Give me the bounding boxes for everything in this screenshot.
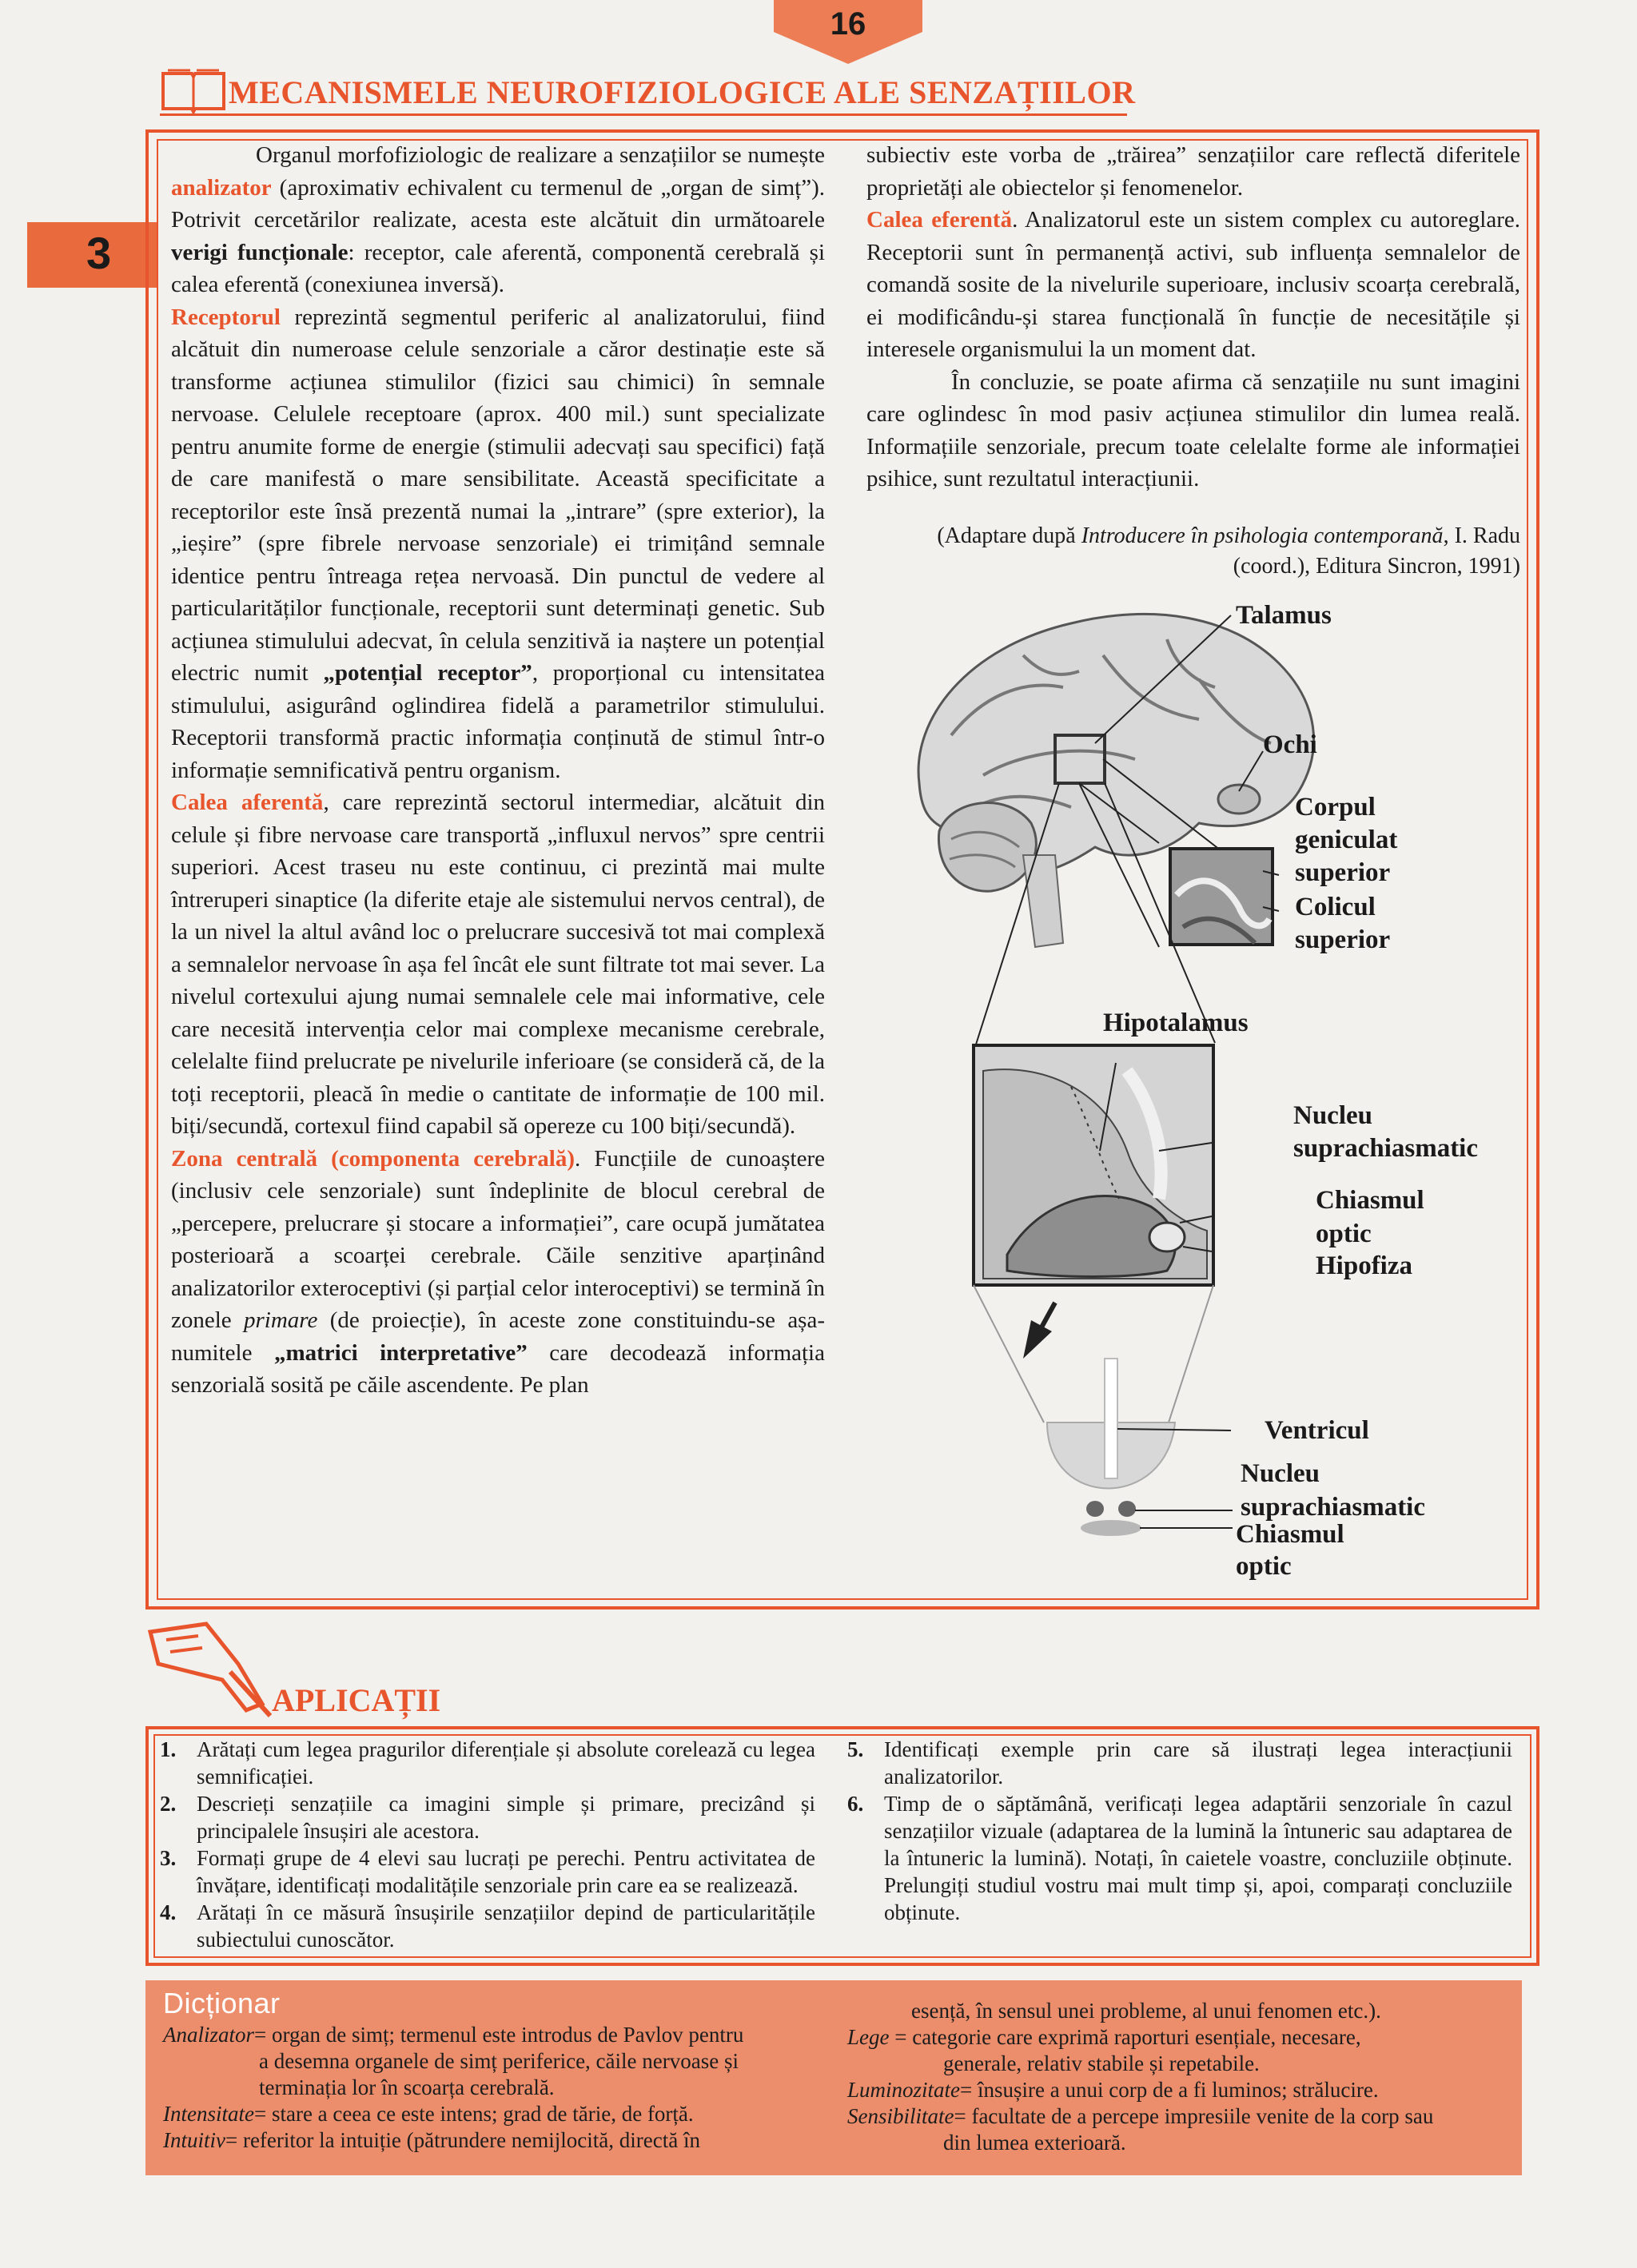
citation-book-title: Introducere în psihologia contemporană xyxy=(1081,523,1444,548)
text-span: . Analizatorul este un sistem complex cu autoreglare. Receptorii sunt în permanență activi, sub influența semnalelor de comandă sosite de la nivelurile superioare, inclusiv scoarța cerebrală, ei modificându-și starea funcțională în funcție de necesitățile și interesele organismului la un moment dat. xyxy=(866,207,1520,362)
dictionary-entry xyxy=(847,2103,1511,2156)
dictionary-title: Dicționar xyxy=(163,1987,281,2019)
dictionary-definition: = categorie care exprimă raporturi esențiale, necesare, xyxy=(889,2025,1361,2049)
list-item xyxy=(847,1736,1512,1790)
label-chiasmul-1: Chiasmul xyxy=(1316,1186,1424,1215)
text-span: : receptor, cale aferentă, componentă cerebrală și calea eferentă (conexiunea inversă). xyxy=(171,239,825,297)
brain-figure xyxy=(863,591,1551,1582)
label-geniculat: geniculat xyxy=(1295,826,1398,854)
bold-potential-receptor: „potențial receptor” xyxy=(323,660,532,686)
brain-illustration xyxy=(863,591,1551,1582)
dictionary-term: Luminozitate xyxy=(847,2078,961,2102)
text-span: care decodează informația senzorială sosită pe căile ascendente. Pe plan xyxy=(171,1339,825,1398)
keyword-analizator: analizator xyxy=(171,174,272,201)
aplicatii-list-left xyxy=(160,1736,815,1953)
dictionary-continuation: esență, în sensul unei probleme, al unui fenomen etc.). xyxy=(911,1999,1381,2023)
paragraph-receptor xyxy=(171,301,825,787)
item-text: Timp de o săptămână, verificați legea adaptării senzoriale în cazul senzațiilor vizuale (adaptarea de la lumină la întuneric sau adaptarea de la întuneric la lumină). Notați, în caietele voastre, concluziile obținute. Prelungiți studiul vostru mai mult timp și, apoi, comparați concluziile obținute. xyxy=(884,1792,1512,1924)
label-hipofiza: Hipofiza xyxy=(1316,1251,1412,1280)
item-number: 3. xyxy=(160,1846,177,1870)
dictionary-term: Sensibilitate xyxy=(847,2104,954,2128)
dictionary-term: Analizator xyxy=(163,2023,255,2047)
label-hipotalamus: Hipotalamus xyxy=(1103,1009,1249,1037)
dictionary-definition: = organ de simț; termenul este introdus de Pavlov pentru xyxy=(254,2023,744,2047)
dictionary-term: Lege xyxy=(847,2025,890,2049)
keyword-receptorul: Receptorul xyxy=(171,304,281,330)
label-colicul: Colicul xyxy=(1295,893,1376,921)
paragraph-calea-aferenta xyxy=(171,786,825,1143)
writing-hand-icon xyxy=(142,1616,278,1720)
label-corpul: Corpul xyxy=(1295,793,1376,822)
dictionary-right xyxy=(847,1998,1511,2156)
paragraph-continuation: subiectiv este vorba de „trăirea” senzațiilor care reflectă diferitele proprietăți ale obiectelor și fenomenelor. xyxy=(866,142,1520,201)
item-text: Identificați exemple prin care să ilustrați legea interacțiunii analizatorilor. xyxy=(884,1737,1512,1789)
book-icon xyxy=(160,67,227,113)
label-talamus: Talamus xyxy=(1236,601,1332,630)
text-span: Organul morfofiziologic de realizare a senzațiilor se numește xyxy=(256,142,825,168)
label-chiasmul-2: Chiasmul xyxy=(1236,1520,1344,1549)
text-span: , I. Radu (coord.), Editura Sincron, 1991) xyxy=(1233,523,1520,579)
aplicatii-list-right xyxy=(847,1736,1512,1926)
list-item xyxy=(160,1736,815,1790)
text-span: . Funcțiile de cunoaștere (inclusiv cele senzoriale) sunt îndeplinite de blocul cerebral de „percepere, prelucrare și stocare a informației”, care ocupă jumătatea posterioară a scoarței cerebrale. Căile senzitive aparținând analizatorilor exteroceptivi (și parțial celor interoceptivi) se termină în zonele xyxy=(171,1145,825,1333)
label-nucleu-1: Nucleu xyxy=(1293,1101,1372,1130)
dictionary-definition: = facultate de a percepe impresiile venite de la corp sau xyxy=(954,2104,1434,2128)
label-ventricul: Ventricul xyxy=(1265,1416,1369,1445)
item-number: 6. xyxy=(847,1792,864,1816)
label-nucleu-2: Nucleu xyxy=(1241,1459,1320,1488)
chapter-number: 3 xyxy=(86,228,112,278)
left-column xyxy=(171,139,825,1402)
dictionary-definition: = însușire a unui corp de a fi luminos; strălucire. xyxy=(960,2078,1379,2102)
keyword-calea-eferenta: Calea eferentă xyxy=(866,207,1013,233)
right-column xyxy=(866,139,1520,495)
paragraph-intro xyxy=(171,139,825,301)
dictionary-entry xyxy=(847,2077,1511,2103)
dictionary-entry xyxy=(163,2127,818,2154)
keyword-calea-aferenta: Calea aferentă xyxy=(171,790,324,815)
dictionary-definition-cont: a desemna organele de simț periferice, căile nervoase și terminația lor în scoarța cerebrală. xyxy=(259,2049,739,2099)
label-optic-2: optic xyxy=(1236,1552,1292,1581)
aplicatii-title: APLICAȚII xyxy=(272,1682,441,1718)
label-superior-2: superior xyxy=(1295,925,1391,954)
text-span: (de proiecție), în aceste zone constituindu-se așa-numitele xyxy=(171,1307,825,1366)
italic-primare: primare xyxy=(244,1307,318,1333)
item-number: 1. xyxy=(160,1737,177,1761)
label-ochi: Ochi xyxy=(1263,730,1317,759)
text-span: (Adaptare după xyxy=(937,523,1081,548)
item-number: 5. xyxy=(847,1737,864,1761)
dictionary-entry xyxy=(847,2024,1511,2077)
dictionary-definition: = referitor la intuiție (pătrundere nemijlocită, directă în xyxy=(225,2128,700,2152)
header-rule xyxy=(160,113,1127,116)
dictionary-entry xyxy=(163,2101,818,2127)
dictionary-term: Intuitiv xyxy=(163,2128,225,2152)
item-text: Arătați cum legea pragurilor diferențiale și absolute corelează cu legea semnificației. xyxy=(197,1737,815,1789)
page-number-badge xyxy=(774,0,922,64)
dictionary-definition: = stare a ceea ce este intens; grad de tărie, de forță. xyxy=(253,2102,694,2126)
list-item xyxy=(160,1844,815,1899)
text-span: , proporțional cu intensitatea stimulului, asigurând oglindirea fidelă a parametrilor stimulului. Receptorii transformă practic informația conținută de stimul într-o informație semnificativă pentru organism. xyxy=(171,660,825,783)
citation xyxy=(866,521,1520,582)
page-number: 16 xyxy=(830,6,866,42)
dictionary-definition-cont: din lumea exterioară. xyxy=(943,2131,1126,2155)
list-item xyxy=(160,1899,815,1953)
list-item xyxy=(847,1790,1512,1926)
dictionary-left xyxy=(163,2022,818,2154)
bold-verigi: verigi funcționale xyxy=(171,239,349,265)
paragraph-concluzie: În concluzie, se poate afirma că senzațiile nu sunt imagini care oglindesc în mod pasiv acțiunea stimulilor din lumea reală. Informațiile senzoriale, precum toate celelalte forme ale informației psihice, sunt rezultatul interacțiunii. xyxy=(866,368,1520,491)
text-span: reprezintă segmentul periferic al analizatorului, fiind alcătuit din numeroase celule senzoriale a căror destinație este să transforme acțiunea stimulilor (fizici sau chimici) în semnale nervoase. Celulele receptoare (aprox. 400 mil.) sunt specializate pentru anumite forme de energie (stimulii adecvați sau specifici) față de care manifestă o mare sensibilitate. Această specificitate a receptorilor este însă prezentă numai la „intrare” (spre exterior), la „ieșire” (spre fibrele nervoase senzoriale) ei trimițând semnale identice pentru întreaga rețea nervoasă. Din punctul de vedere al particularităților funcționale, receptorii sunt determinați genetic. Sub acțiunea stimulului adecvat, în celula senzitivă ia naștere un potențial electric numit xyxy=(171,304,825,686)
item-number: 4. xyxy=(160,1900,177,1924)
dictionary-term: Intensitate xyxy=(163,2102,254,2126)
label-optic-1: optic xyxy=(1316,1220,1372,1248)
item-number: 2. xyxy=(160,1792,177,1816)
label-suprachiasmatic-1: suprachiasmatic xyxy=(1293,1134,1478,1163)
label-superior-1: superior xyxy=(1295,858,1391,887)
label-suprachiasmatic-2: suprachiasmatic xyxy=(1241,1493,1425,1522)
page-title: MECANISMELE NEUROFIZIOLOGICE ALE SENZAȚIILOR xyxy=(229,74,1136,110)
item-text: Descrieți senzațiile ca imagini simple și primare, precizând și principalele însușiri ale acestora. xyxy=(197,1792,815,1843)
paragraph-zona-centrala xyxy=(171,1143,825,1402)
paragraph-calea-eferenta xyxy=(866,204,1520,366)
text-span: , care reprezintă sectorul intermediar, alcătuit din celule și fibre nervoase care transportă „influxul nervos” spre centrii superiori. Acest traseu nu este continuu, ci prezintă mai multe întreruperi sinaptice (la diferite etaje ale sistemului nervos central), de la un nivel la altul având loc o prelucrare succesivă tot mai complexă a semnalelor nervoase în așa fel încât ele sunt filtrate tot mai sever. La nivelul cortexului ajung numai semnalele cele mai informative, cele care necesită intervenția celor mai complexe mecanisme cerebrale, celelalte fiind prelucrate pe nivelurile inferioare (se consideră că, de la toți receptorii, pleacă în medie o cantitate de informație de 100 mil. biți/secundă, cortexul fiind capabil să opereze cu 100 biți/secundă). xyxy=(171,790,825,1139)
text-span: (aproximativ echivalent cu termenul de „organ de simț”). Potrivit cercetărilor realizate, acesta este alcătuit din următoarele xyxy=(171,174,825,233)
chapter-tab xyxy=(27,222,158,288)
keyword-zona-centrala: Zona centrală (componenta cerebrală) xyxy=(171,1145,575,1172)
list-item xyxy=(160,1790,815,1844)
bold-matrici: „matrici interpretative” xyxy=(273,1339,528,1366)
dictionary-entry xyxy=(163,2022,818,2101)
dictionary-definition-cont: generale, relativ stabile și repetabile. xyxy=(943,2051,1260,2075)
item-text: Arătați în ce măsură însușirile senzațiilor depind de particularitățile subiectului cunoscător. xyxy=(197,1900,815,1952)
item-text: Formați grupe de 4 elevi sau lucrați pe perechi. Pentru activitatea de învățare, identificați modalitățile senzoriale prin care ea se realizează. xyxy=(197,1846,815,1897)
